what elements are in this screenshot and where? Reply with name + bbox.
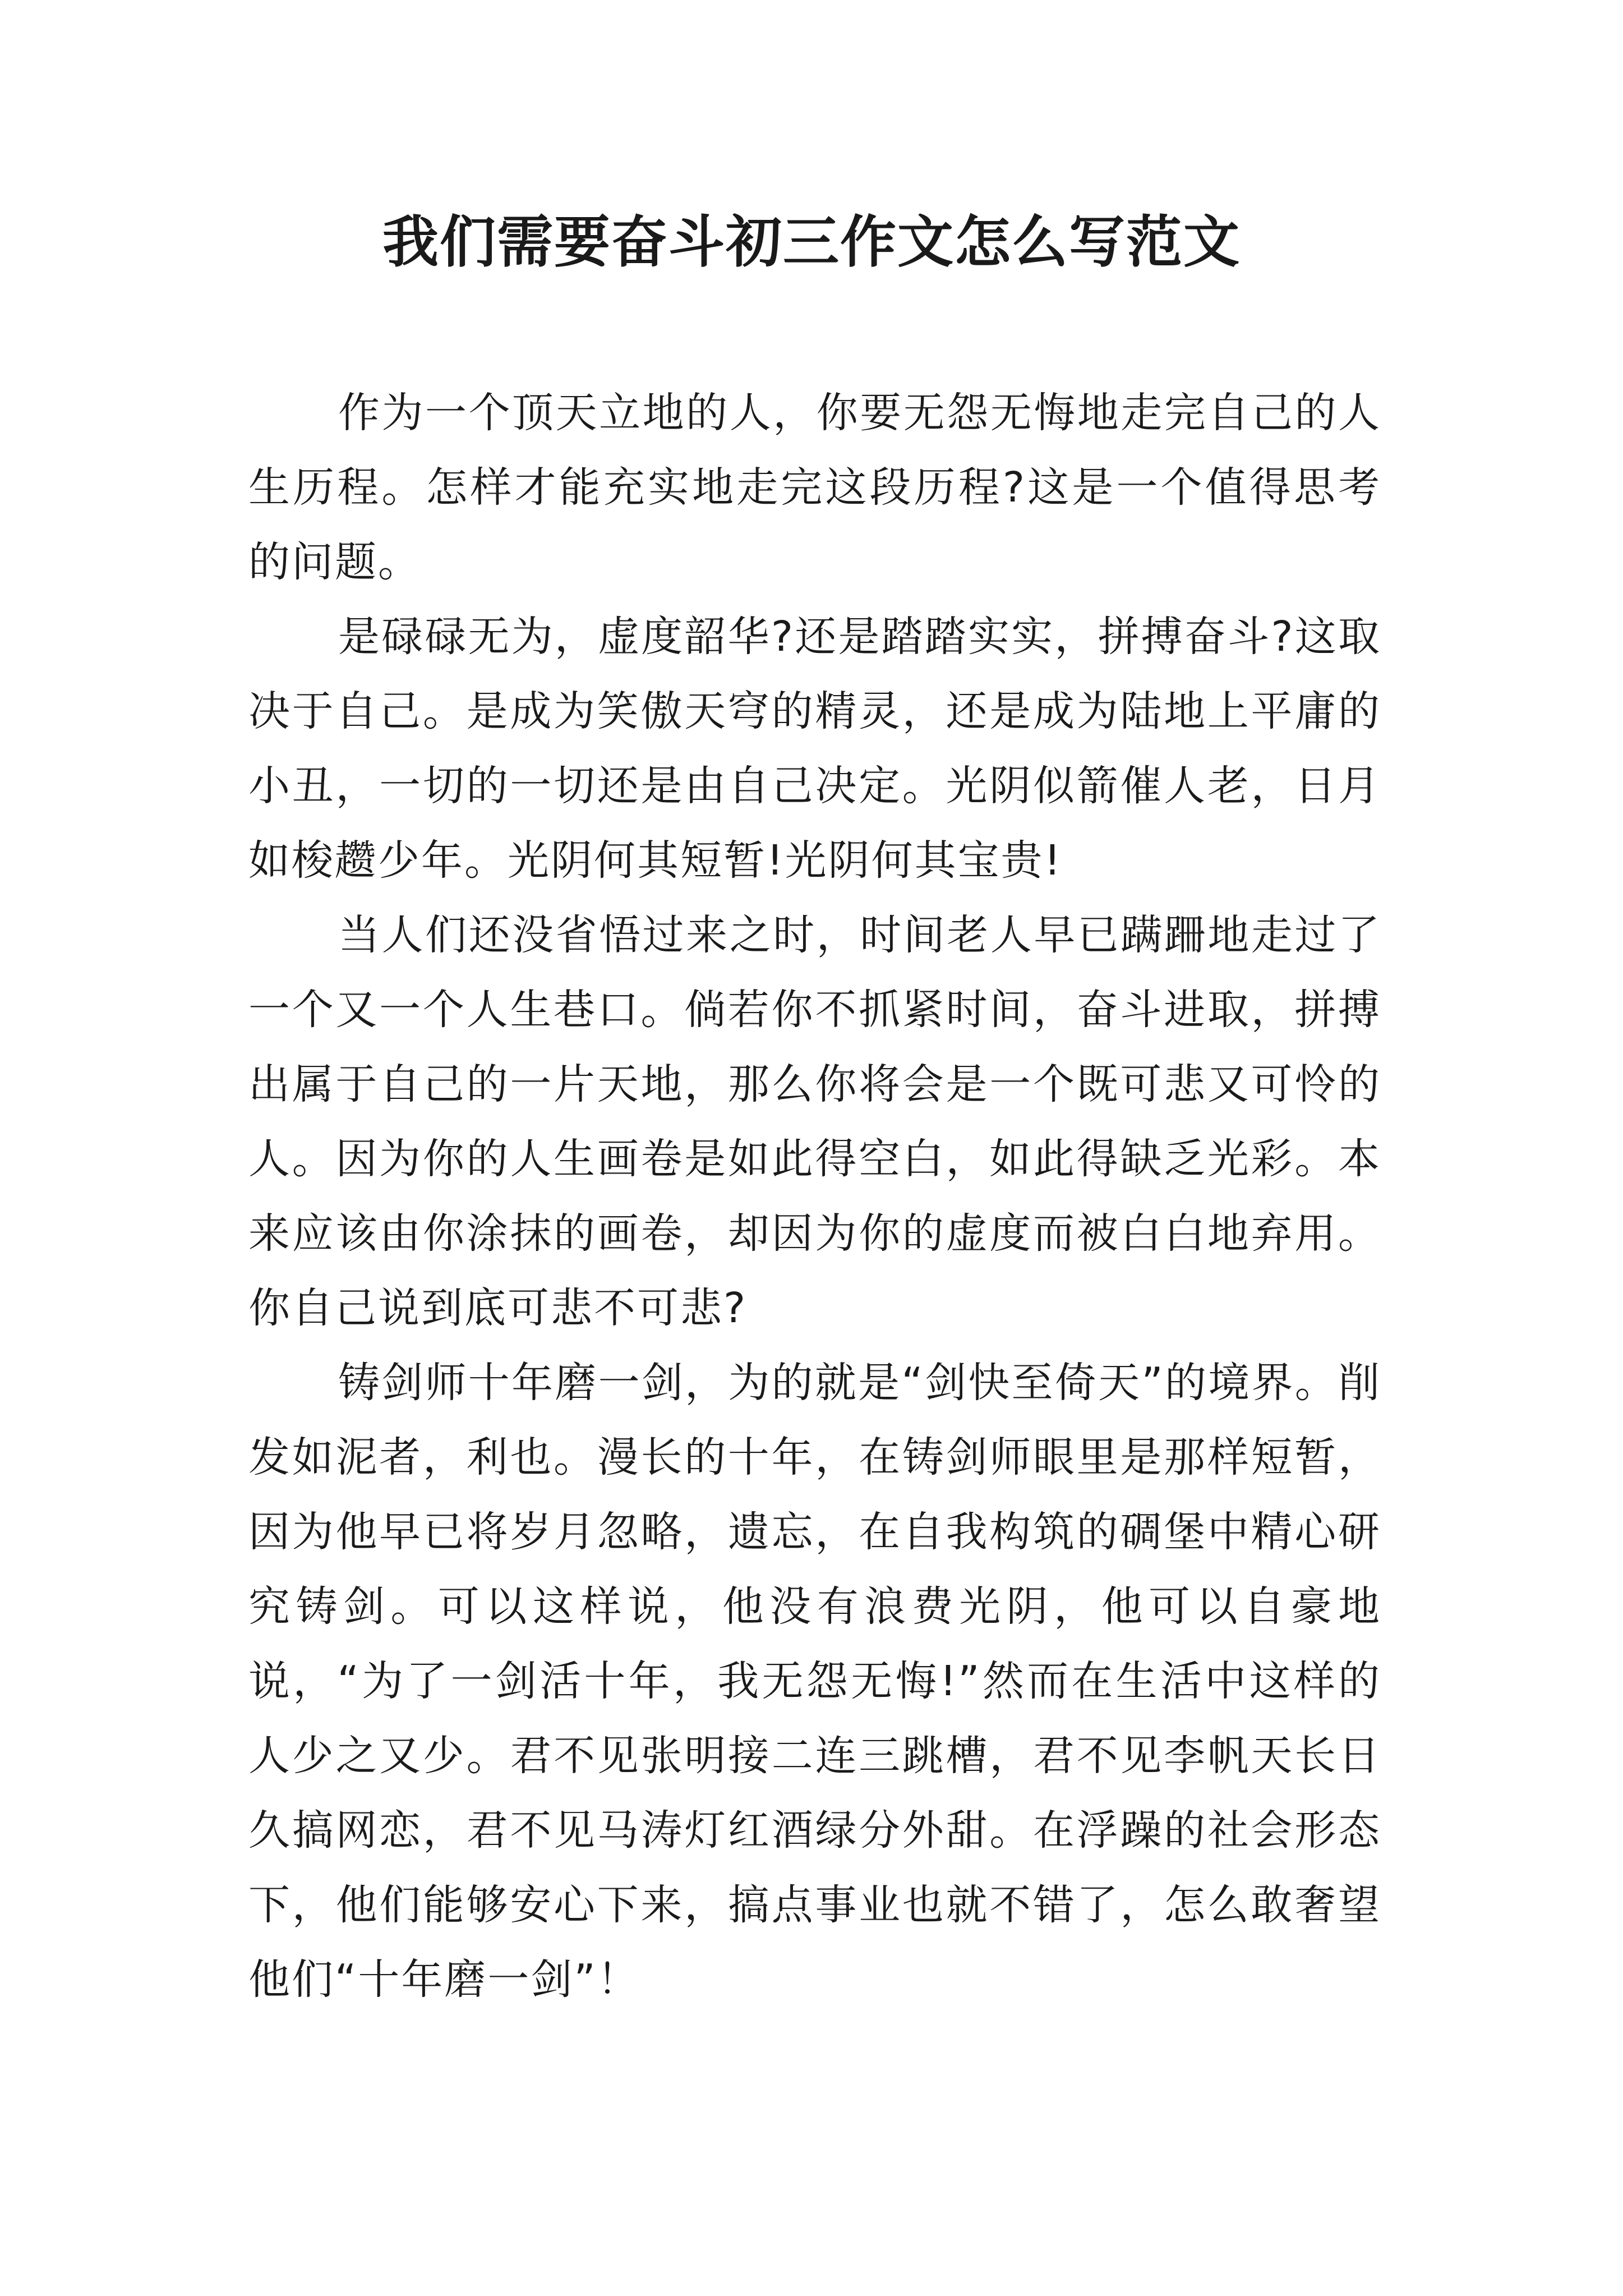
paragraph-3: 当人们还没省悟过来之时，时间老人早已蹒跚地走过了一个又一个人生巷口。倘若你不抓紧时间，奋斗进取，拼搏出属于自己的一片天地，那么你将会是一个既可悲又可怜的人。因为你的人生画卷是如此得空白，如此得缺乏光彩。本来应该由你涂抹的画卷，却因为你的虚度而被白白地弃用。你自己说到底可悲不可悲? xyxy=(248,911,1381,1332)
paragraph-4: 铸剑师十年磨一剑，为的就是“剑快至倚天”的境界。削发如泥者，利也。漫长的十年，在铸剑师眼里是那样短暂，因为他早已将岁月忽略，遗忘，在自我构筑的碉堡中精心研究铸剑。可以这样说，他没有浪费光阴，他可以自豪地说，“为了一剑活十年，我无怨无悔!”然而在生活中这样的人少之又少。君不见张明接二连三跳槽，君不见李帆天长日久搞网恋，君不见马涛灯红酒绿分外甜。在浮躁的社会形态下，他们能够安心下来，搞点事业也就不错了，怎么敢奢望他们“十年磨一剑”！ xyxy=(248,1359,1381,2004)
document-title: 我们需要奋斗初三作文怎么写范文 xyxy=(382,209,1241,275)
document-body xyxy=(248,376,1381,2017)
paragraph-2: 是碌碌无为，虚度韶华?还是踏踏实实，拼搏奋斗?这取决于自己。是成为笑傲天穹的精灵，还是成为陆地上平庸的小丑，一切的一切还是由自己决定。光阴似箭催人老，日月如梭趱少年。光阴何其短暂!光阴何其宝贵! xyxy=(248,613,1381,885)
paragraph-1: 作为一个顶天立地的人，你要无怨无悔地走完自己的人生历程。怎样才能充实地走完这段历程?这是一个值得思考的问题。 xyxy=(248,389,1381,586)
